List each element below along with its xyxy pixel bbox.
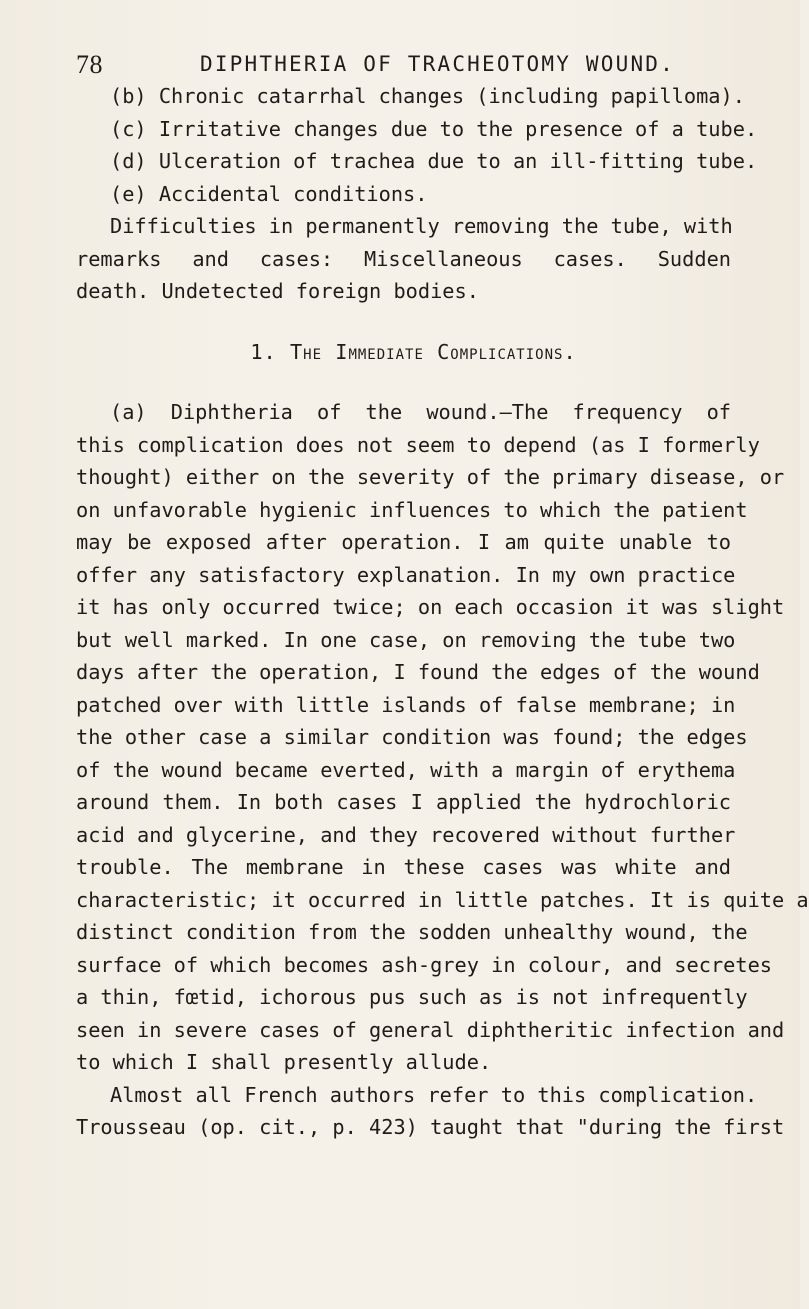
paragraph-line: it has only occurred twice; on each occasion it was slight [76,595,785,619]
paragraph-line: may be exposed after operation. I am quite unable to [76,530,731,554]
page-body [76,80,809,1144]
difficulties-line: Difficulties in permanently removing the tube, with [110,214,733,238]
paragraph-line: offer any satisfactory explanation. In my own practice [76,562,736,587]
list-item: (c) Irritative changes due to the presence of a tube. [110,116,758,141]
paragraph-line: Trousseau (op. cit., p. 423) taught that "during the first [76,1115,785,1139]
paragraph-line: acid and glycerine, and they recovered without further [76,822,736,847]
paragraph-line: surface of which becomes ash-grey in colour, and secretes [76,952,772,977]
paragraph-line: around them. In both cases I applied the hydrochloric [76,790,731,814]
difficulties-line: death. Undetected foreign bodies. [76,279,479,303]
list-item: (d) Ulceration of trachea due to an ill-fitting tube. [110,149,758,173]
paragraph-line: the other case a similar condition was found; the edges [76,725,748,749]
paragraph-line: but well marked. In one case, on removing the tube two [76,627,736,652]
paragraph-line: trouble. The membrane in these cases was white and [76,855,731,879]
paragraph-line: seen in severe cases of general diphtheritic infection and [76,1017,785,1042]
spacer [76,308,731,336]
paragraph-line: of the wound became everted, with a margin of erythema [76,757,736,782]
paragraph-line: patched over with little islands of false membrane; in [76,692,736,717]
spacer [76,368,731,396]
paragraph-line: this complication does not seem to depend (as I formerly [76,432,760,457]
paragraph-line: characteristic; it occurred in little patches. It is quite a [76,887,809,912]
paragraph-line: to which I shall presently allude. [76,1050,492,1074]
section-heading: 1. The Immediate Complications. [250,339,577,364]
paragraph-line: distinct condition from the sodden unhealthy wound, the [76,920,748,944]
list-item: (e) Accidental conditions. [110,181,428,206]
paragraph-line: days after the operation, I found the edges of the wound [76,660,760,684]
paragraph-line: (a) Diphtheria of the wound.—The frequency of [110,400,731,424]
paragraph-line: thought) either on the severity of the primary disease, or [76,465,785,489]
difficulties-line: remarks and cases: Miscellaneous cases. Sudden [76,246,731,271]
paragraph-line: a thin, fœtid, ichorous pus such as is not infrequently [76,985,748,1009]
list-item: (b) Chronic catarrhal changes (including papilloma). [110,84,745,108]
running-head: DIPHTHERIA OF TRACHEOTOMY WOUND. [200,52,675,76]
paragraph-line: on unfavorable hygienic influences to which the patient [76,497,748,522]
page-number: 78 [76,50,103,79]
paragraph-line: Almost all French authors refer to this complication. [110,1082,758,1107]
